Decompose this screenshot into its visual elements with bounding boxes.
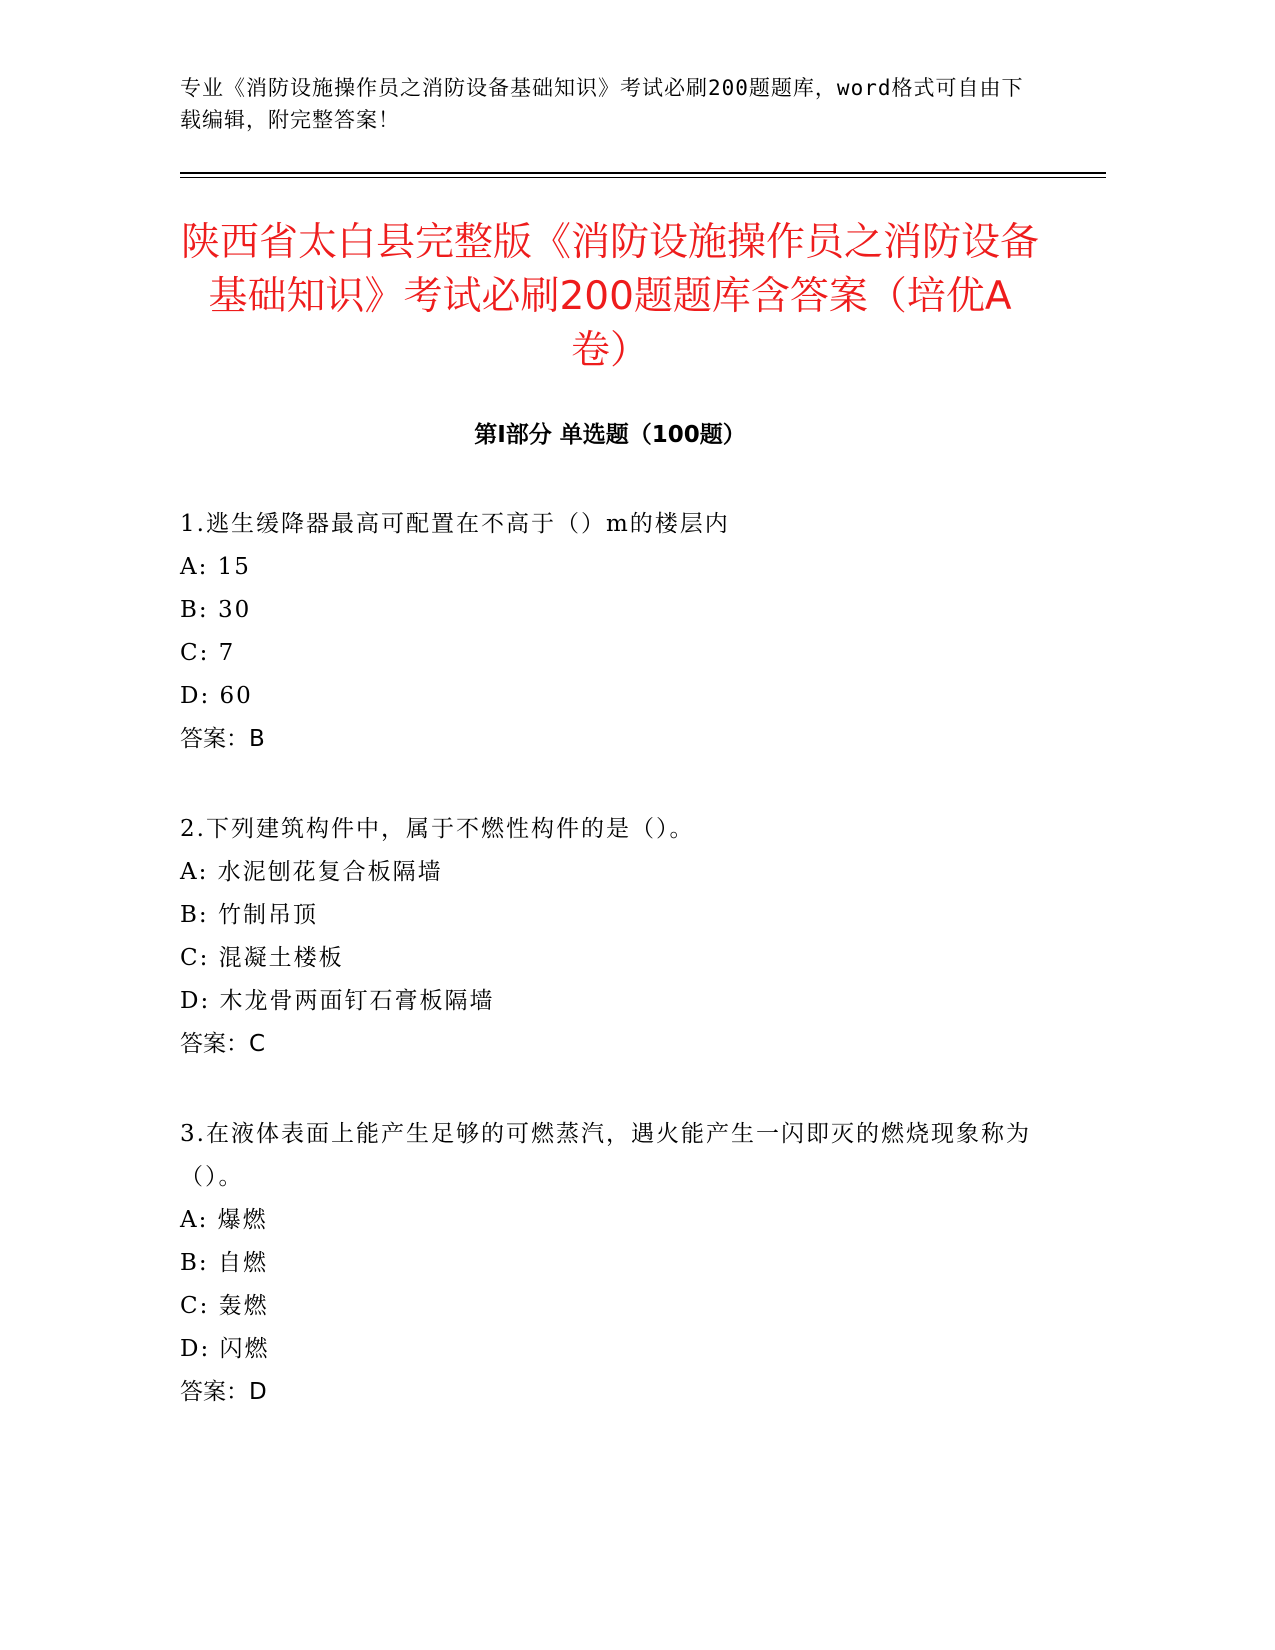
question-3 — [180, 1113, 1040, 1414]
option-d: D: 木龙骨两面钉石膏板隔墙 — [180, 988, 495, 1014]
question-1 — [180, 503, 1040, 761]
option-c: C: 混凝土楼板 — [180, 945, 344, 971]
option-a: A: 水泥刨花复合板隔墙 — [180, 859, 443, 885]
answer: 答案：D — [180, 1379, 267, 1405]
header-note: 专业《消防设施操作员之消防设备基础知识》考试必刷200题题库，word格式可自由下载编辑，附完整答案！ — [180, 76, 1024, 132]
section-title: 第Ⅰ部分 单选题（100题） — [474, 422, 746, 448]
option-a: A: 爆燃 — [180, 1207, 268, 1233]
option-a: A: 15 — [180, 554, 251, 580]
question-2 — [180, 808, 1040, 1066]
option-b: B: 30 — [180, 597, 252, 623]
document-title: 陕西省太白县完整版《消防设施操作员之消防设备基础知识》考试必刷200题题库含答案（培优A卷） — [180, 220, 1039, 373]
option-d: D: 闪燃 — [180, 1336, 270, 1362]
option-b: B: 竹制吊顶 — [180, 902, 318, 928]
header-divider-thin — [180, 177, 1106, 178]
question-stem: 2.下列建筑构件中，属于不燃性构件的是（）。 — [180, 816, 695, 842]
option-d: D: 60 — [180, 683, 253, 709]
answer: 答案：C — [180, 1031, 266, 1057]
answer: 答案：B — [180, 726, 265, 752]
option-c: C: 7 — [180, 640, 236, 666]
option-c: C: 轰燃 — [180, 1293, 269, 1319]
option-b: B: 自燃 — [180, 1250, 268, 1276]
question-stem: 1.逃生缓降器最高可配置在不高于（）m的楼层内 — [180, 511, 730, 537]
question-stem: 3.在液体表面上能产生足够的可燃蒸汽，遇火能产生一闪即灭的燃烧现象称为（）。 — [180, 1121, 1031, 1190]
header-divider-thick — [180, 172, 1106, 174]
